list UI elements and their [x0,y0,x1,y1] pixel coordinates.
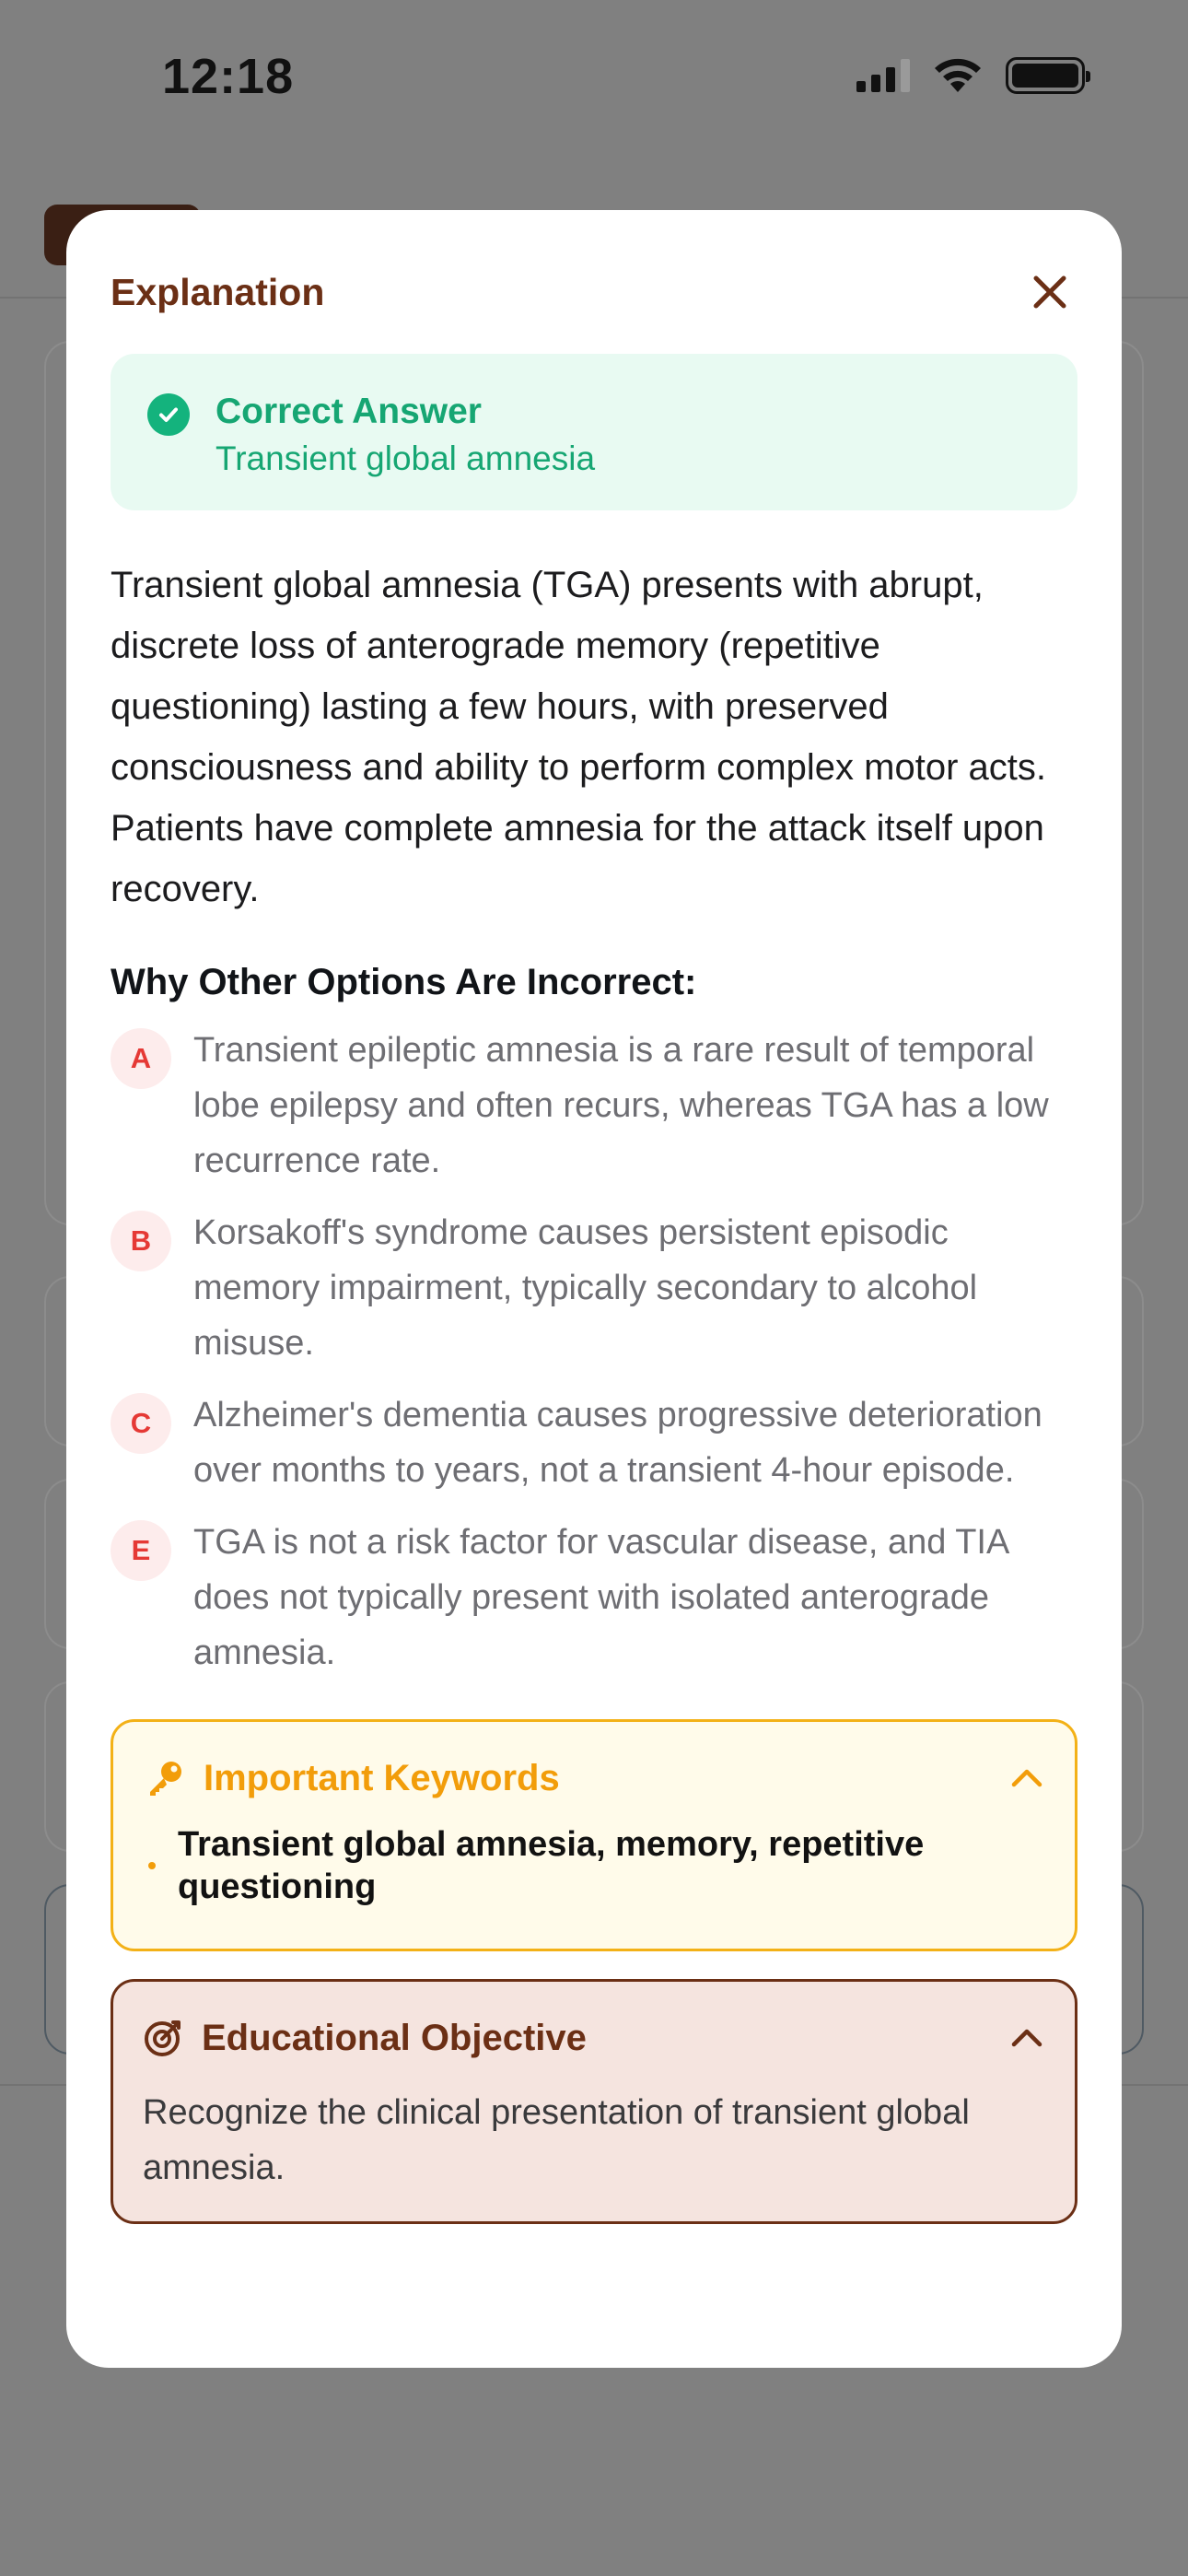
incorrect-option-a [111,1023,1077,1188]
target-icon [143,2018,183,2058]
incorrect-option-c [111,1388,1077,1498]
check-circle-icon [147,393,190,436]
keyword-text: Transient global amnesia, memory, repetitive questioning [178,1825,925,1906]
wifi-icon [932,57,984,94]
keywords-header[interactable] [145,1750,1045,1807]
status-bar [0,0,1188,157]
cellular-signal-icon [856,59,910,92]
close-button[interactable] [1022,264,1077,320]
incorrect-options-list [111,1023,1077,1680]
correct-answer-label: Correct Answer [215,392,482,431]
close-icon [1031,274,1068,310]
status-time: 12:18 [162,49,295,104]
incorrect-option-b [111,1205,1077,1371]
keyword-item [145,1823,1045,1908]
option-reason: Transient epileptic amnesia is a rare result of temporal lobe epilepsy and often recurs, whereas TGA has a low recurrence rate. [193,1031,1049,1180]
educational-objective-section [111,1979,1077,2224]
status-icons [856,57,1085,94]
keywords-title: Important Keywords [204,1757,560,1798]
option-letter-badge: A [111,1028,171,1089]
option-reason: Korsakoff's syndrome causes persistent episodic memory impairment, typically secondary to alcohol misuse. [193,1213,978,1363]
chevron-up-icon[interactable] [1008,2020,1045,2056]
option-letter-badge: E [111,1520,171,1581]
explanation-text: Transient global amnesia (TGA) presents with abrupt, discrete loss of anterograde memory (repetitive questioning) lasting a few hours, with preserved consciousness and ability to perform complex motor acts. Patients have complete amnesia for the attack itself upon recovery. [111,565,1046,909]
objective-text: Recognize the clinical presentation of transient global amnesia. [143,2093,970,2187]
battery-icon [1006,57,1085,94]
correct-answer-value: Transient global amnesia [215,439,596,477]
objective-title: Educational Objective [202,2017,587,2058]
chevron-up-icon[interactable] [1008,1760,1045,1797]
option-letter-badge: B [111,1211,171,1271]
why-incorrect-title: Why Other Options Are Incorrect: [111,962,697,1002]
correct-answer-box [111,354,1077,510]
bullet-icon [148,1862,156,1869]
option-letter-badge: C [111,1393,171,1454]
important-keywords-section [111,1719,1077,1951]
incorrect-option-e [111,1515,1077,1680]
option-reason: TGA is not a risk factor for vascular disease, and TIA does not typically present with isolated anterograde amnesia. [193,1523,1008,1672]
key-icon [145,1758,185,1798]
modal-header [111,258,1077,326]
explanation-modal [66,210,1122,2368]
objective-header[interactable] [143,2009,1045,2067]
correct-answer-text [215,389,595,483]
option-reason: Alzheimer's dementia causes progressive deterioration over months to years, not a transient 4-hour episode. [193,1396,1042,1490]
modal-title: Explanation [111,270,325,313]
